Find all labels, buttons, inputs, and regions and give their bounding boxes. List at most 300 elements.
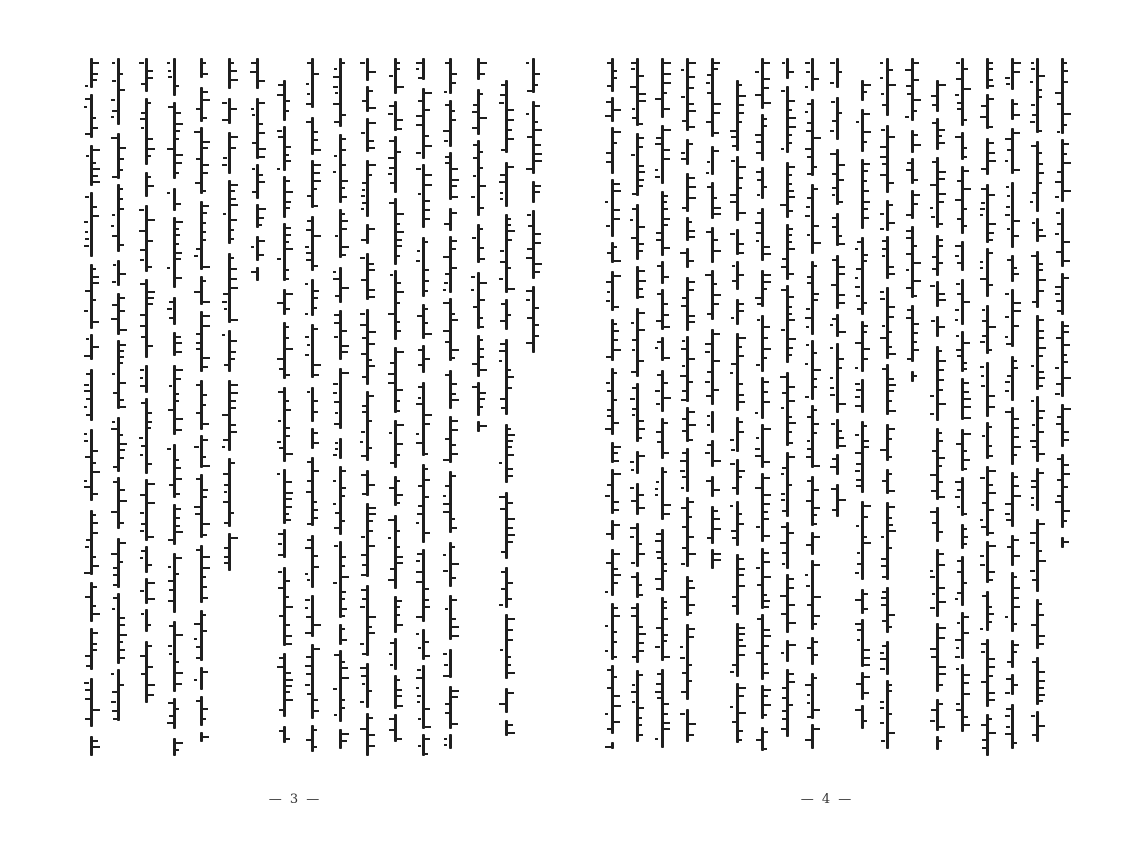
script-stroke: [880, 291, 884, 293]
script-stroke: [148, 694, 154, 696]
script-stroke: [176, 573, 179, 575]
script-stroke: [113, 718, 117, 720]
script-stroke: [425, 753, 428, 755]
script-stroke: [964, 417, 971, 419]
script-stroke: [989, 79, 993, 81]
script-stroke: [112, 235, 117, 237]
script-stroke: [279, 730, 283, 732]
script-stroke: [362, 100, 366, 102]
script-stroke: [333, 454, 337, 456]
right-page-text-column: [959, 58, 971, 778]
script-stroke: [342, 330, 347, 332]
script-stroke: [93, 73, 98, 75]
script-stroke: [939, 726, 945, 728]
script-stroke: [251, 246, 254, 248]
script-stroke: [714, 197, 717, 199]
script-stroke: [286, 308, 290, 310]
script-stroke: [361, 554, 367, 556]
script-stroke: [286, 580, 290, 582]
script-stroke: [499, 278, 503, 280]
script-stroke: [452, 73, 457, 75]
script-word: [283, 469, 286, 524]
script-stroke: [807, 282, 811, 284]
script-stroke: [508, 527, 513, 529]
script-stroke: [939, 379, 944, 381]
script-stroke: [499, 360, 502, 362]
script-stroke: [369, 734, 375, 736]
script-stroke: [607, 687, 611, 689]
script-stroke: [932, 450, 939, 452]
script-stroke: [631, 237, 637, 239]
script-stroke: [739, 84, 742, 86]
script-stroke: [176, 138, 179, 140]
script-stroke: [416, 433, 419, 435]
script-stroke: [889, 384, 896, 386]
script-stroke: [1030, 201, 1033, 203]
script-stroke: [499, 462, 502, 464]
script-stroke: [397, 705, 403, 707]
script-stroke: [480, 258, 485, 260]
script-word: [200, 545, 203, 603]
script-stroke: [140, 259, 144, 261]
script-stroke: [176, 634, 183, 636]
script-stroke: [889, 378, 894, 380]
script-stroke: [369, 263, 374, 265]
script-stroke: [756, 526, 760, 528]
script-stroke: [259, 102, 265, 104]
script-stroke: [614, 615, 620, 617]
script-stroke: [259, 254, 264, 256]
script-stroke: [639, 312, 645, 314]
right-page-text-column: [734, 58, 746, 778]
script-word: [1061, 273, 1064, 315]
left-page-text-column: [420, 58, 432, 778]
script-stroke: [252, 114, 255, 116]
script-stroke: [111, 116, 114, 118]
script-stroke: [957, 622, 960, 624]
script-stroke: [417, 669, 421, 671]
script-stroke: [664, 326, 670, 328]
script-stroke: [342, 164, 346, 166]
script-stroke: [832, 226, 837, 228]
script-stroke: [535, 271, 540, 273]
script-stroke: [508, 672, 515, 674]
script-stroke: [756, 232, 762, 234]
script-stroke: [314, 364, 321, 366]
script-stroke: [914, 323, 919, 325]
right-page-text-column: [784, 58, 796, 778]
script-stroke: [864, 542, 871, 544]
script-stroke: [680, 596, 686, 598]
script-stroke: [231, 79, 238, 81]
script-stroke: [535, 129, 542, 131]
script-stroke: [203, 266, 210, 268]
script-stroke: [764, 357, 767, 359]
script-stroke: [880, 228, 884, 230]
script-stroke: [1014, 169, 1020, 171]
script-stroke: [1039, 347, 1046, 349]
script-stroke: [1039, 550, 1042, 552]
script-stroke: [1014, 427, 1019, 429]
script-stroke: [167, 448, 171, 450]
script-stroke: [306, 121, 313, 123]
script-word: [145, 546, 148, 573]
script-stroke: [1005, 214, 1010, 216]
script-stroke: [203, 534, 207, 536]
script-stroke: [176, 557, 182, 559]
script-stroke: [964, 88, 971, 90]
script-stroke: [120, 244, 124, 246]
script-stroke: [664, 703, 669, 705]
script-stroke: [632, 117, 636, 119]
script-stroke: [681, 487, 684, 489]
script-stroke: [664, 728, 670, 730]
script-stroke: [418, 77, 423, 79]
script-stroke: [739, 252, 744, 254]
script-stroke: [939, 239, 943, 241]
script-stroke: [425, 496, 429, 498]
script-stroke: [148, 291, 155, 293]
script-stroke: [830, 153, 837, 155]
script-stroke: [93, 462, 96, 464]
script-stroke: [864, 425, 867, 427]
script-stroke: [231, 147, 236, 149]
script-stroke: [1057, 310, 1062, 312]
script-stroke: [286, 453, 293, 455]
right-page-text-column: [884, 58, 896, 778]
left-page-text-column: [475, 58, 487, 778]
script-stroke: [939, 245, 943, 247]
script-stroke: [680, 252, 686, 254]
script-stroke: [605, 428, 612, 430]
script-stroke: [84, 433, 87, 435]
script-stroke: [397, 562, 403, 564]
script-stroke: [416, 571, 422, 573]
script-stroke: [425, 532, 430, 534]
script-stroke: [252, 142, 258, 144]
script-stroke: [286, 643, 292, 645]
script-stroke: [939, 201, 944, 203]
script-stroke: [806, 500, 811, 502]
script-stroke: [664, 201, 667, 203]
script-stroke: [508, 218, 511, 220]
script-word: [394, 101, 397, 131]
script-word: [339, 134, 342, 203]
script-stroke: [222, 119, 229, 121]
script-stroke: [689, 587, 695, 589]
script-stroke: [639, 270, 645, 272]
script-word: [936, 346, 939, 421]
script-stroke: [452, 383, 457, 385]
script-word: [90, 429, 93, 501]
script-stroke: [906, 214, 911, 216]
script-stroke: [278, 84, 285, 86]
script-stroke: [314, 729, 317, 731]
script-stroke: [755, 455, 761, 457]
script-stroke: [111, 137, 117, 139]
script-word: [736, 623, 739, 677]
script-stroke: [314, 699, 318, 701]
script-stroke: [764, 714, 767, 716]
script-stroke: [278, 554, 283, 556]
script-stroke: [731, 317, 734, 319]
script-stroke: [369, 122, 376, 124]
script-stroke: [480, 356, 484, 358]
script-stroke: [932, 268, 939, 270]
script-stroke: [789, 134, 792, 136]
script-stroke: [656, 683, 663, 685]
script-stroke: [279, 657, 283, 659]
script-stroke: [111, 553, 118, 555]
script-stroke: [259, 148, 266, 150]
script-stroke: [989, 621, 992, 623]
script-stroke: [989, 718, 992, 720]
script-stroke: [473, 306, 479, 308]
script-stroke: [120, 344, 126, 346]
script-word: [1011, 356, 1014, 401]
script-stroke: [814, 293, 819, 295]
script-stroke: [390, 462, 395, 464]
script-stroke: [417, 250, 420, 252]
script-stroke: [1005, 513, 1010, 515]
script-stroke: [120, 561, 123, 563]
script-stroke: [231, 268, 237, 270]
script-stroke: [362, 376, 367, 378]
script-stroke: [1039, 355, 1043, 357]
script-stroke: [807, 276, 811, 278]
script-stroke: [782, 392, 787, 394]
script-stroke: [85, 546, 89, 548]
script-stroke: [397, 400, 400, 402]
script-word: [117, 58, 120, 125]
script-stroke: [956, 647, 959, 649]
script-stroke: [389, 432, 392, 434]
script-word: [449, 649, 452, 678]
script-stroke: [120, 208, 124, 210]
script-stroke: [757, 179, 763, 181]
script-stroke: [361, 279, 366, 281]
script-stroke: [231, 198, 236, 200]
script-stroke: [707, 371, 713, 373]
script-stroke: [388, 382, 395, 384]
script-stroke: [882, 576, 886, 578]
script-stroke: [141, 673, 145, 675]
script-stroke: [914, 262, 921, 264]
script-stroke: [120, 73, 123, 75]
script-stroke: [176, 531, 183, 533]
script-word: [661, 289, 664, 330]
script-stroke: [1039, 725, 1045, 727]
script-stroke: [789, 248, 795, 250]
script-stroke: [1014, 454, 1017, 456]
script-stroke: [1031, 104, 1035, 106]
left-page-text-column: [198, 58, 210, 778]
script-stroke: [1039, 410, 1045, 412]
script-stroke: [445, 485, 450, 487]
script-stroke: [231, 400, 236, 402]
script-stroke: [830, 324, 833, 326]
script-stroke: [814, 352, 817, 354]
script-stroke: [342, 351, 348, 353]
script-stroke: [689, 358, 695, 360]
script-stroke: [664, 656, 670, 658]
script-stroke: [120, 522, 124, 524]
script-stroke: [705, 452, 710, 454]
script-stroke: [914, 194, 920, 196]
script-stroke: [277, 94, 283, 96]
script-stroke: [1005, 381, 1010, 383]
script-stroke: [141, 445, 148, 447]
script-stroke: [499, 496, 505, 498]
script-stroke: [286, 248, 293, 250]
script-stroke: [472, 127, 477, 129]
script-stroke: [397, 239, 402, 241]
script-stroke: [764, 401, 770, 403]
script-stroke: [764, 337, 768, 339]
script-stroke: [369, 343, 375, 345]
script-stroke: [305, 599, 310, 601]
script-word: [449, 370, 452, 409]
script-stroke: [333, 383, 338, 385]
script-stroke: [176, 749, 179, 751]
script-word: [886, 287, 889, 359]
script-stroke: [1057, 479, 1064, 481]
script-stroke: [882, 255, 885, 257]
script-stroke: [1006, 83, 1010, 85]
script-stroke: [682, 672, 686, 674]
script-stroke: [882, 104, 887, 106]
script-stroke: [425, 453, 428, 455]
script-stroke: [964, 368, 967, 370]
script-word: [611, 127, 614, 174]
script-stroke: [656, 239, 661, 241]
script-stroke: [1031, 255, 1038, 257]
script-stroke: [681, 691, 686, 693]
script-stroke: [141, 83, 145, 85]
script-stroke: [418, 349, 422, 351]
script-stroke: [789, 313, 792, 315]
script-stroke: [362, 564, 367, 566]
script-stroke: [140, 314, 145, 316]
script-stroke: [614, 524, 620, 526]
script-stroke: [789, 484, 792, 486]
script-stroke: [508, 502, 513, 504]
script-stroke: [739, 645, 746, 647]
script-stroke: [362, 337, 368, 339]
script-stroke: [425, 606, 430, 608]
script-stroke: [939, 457, 945, 459]
script-stroke: [508, 369, 511, 371]
script-stroke: [1056, 251, 1063, 253]
script-stroke: [397, 480, 400, 482]
script-stroke: [755, 297, 762, 299]
script-stroke: [148, 582, 155, 584]
script-stroke: [931, 216, 935, 218]
script-stroke: [789, 386, 795, 388]
script-stroke: [93, 276, 99, 278]
script-stroke: [1031, 62, 1034, 64]
script-stroke: [286, 269, 289, 271]
script-stroke: [939, 142, 945, 144]
script-stroke: [499, 604, 503, 606]
script-stroke: [1005, 503, 1011, 505]
script-stroke: [362, 202, 368, 204]
script-stroke: [881, 604, 886, 606]
script-stroke: [639, 543, 642, 545]
script-stroke: [805, 62, 810, 64]
script-stroke: [839, 235, 842, 237]
script-stroke: [639, 100, 646, 102]
script-stroke: [361, 589, 367, 591]
script-stroke: [1064, 354, 1067, 356]
script-stroke: [856, 295, 860, 297]
script-stroke: [508, 541, 513, 543]
script-stroke: [882, 645, 886, 647]
script-stroke: [194, 131, 201, 133]
script-stroke: [196, 412, 202, 414]
script-stroke: [342, 576, 349, 578]
script-stroke: [369, 616, 376, 618]
script-stroke: [964, 632, 969, 634]
script-stroke: [360, 441, 363, 443]
script-stroke: [1031, 715, 1035, 717]
script-stroke: [939, 481, 943, 483]
script-stroke: [857, 639, 860, 641]
script-stroke: [1039, 182, 1042, 184]
script-stroke: [764, 118, 767, 120]
script-stroke: [789, 704, 793, 706]
script-stroke: [452, 393, 456, 395]
script-stroke: [112, 176, 118, 178]
script-stroke: [369, 545, 375, 547]
script-stroke: [203, 489, 208, 491]
script-stroke: [989, 223, 996, 225]
script-stroke: [939, 129, 945, 131]
script-stroke: [1005, 336, 1008, 338]
script-stroke: [334, 68, 337, 70]
script-stroke: [856, 268, 862, 270]
script-stroke: [397, 86, 404, 88]
script-stroke: [259, 174, 263, 176]
script-stroke: [333, 392, 337, 394]
script-stroke: [630, 487, 634, 489]
script-stroke: [425, 708, 430, 710]
script-stroke: [714, 528, 721, 530]
script-stroke: [224, 364, 231, 366]
script-stroke: [764, 731, 768, 733]
script-stroke: [342, 565, 345, 567]
script-stroke: [444, 744, 447, 746]
script-stroke: [84, 355, 90, 357]
script-stroke: [989, 606, 992, 608]
script-stroke: [425, 738, 430, 740]
script-stroke: [425, 599, 429, 601]
script-stroke: [112, 80, 116, 82]
script-stroke: [606, 533, 611, 535]
script-stroke: [148, 185, 154, 187]
script-stroke: [964, 188, 971, 190]
script-stroke: [231, 257, 234, 259]
script-stroke: [120, 443, 127, 445]
script-stroke: [425, 641, 429, 643]
script-stroke: [140, 283, 146, 285]
script-stroke: [176, 130, 180, 132]
script-stroke: [120, 657, 125, 659]
script-stroke: [286, 154, 289, 156]
script-stroke: [501, 571, 505, 573]
script-stroke: [120, 350, 124, 352]
script-stroke: [657, 697, 664, 699]
